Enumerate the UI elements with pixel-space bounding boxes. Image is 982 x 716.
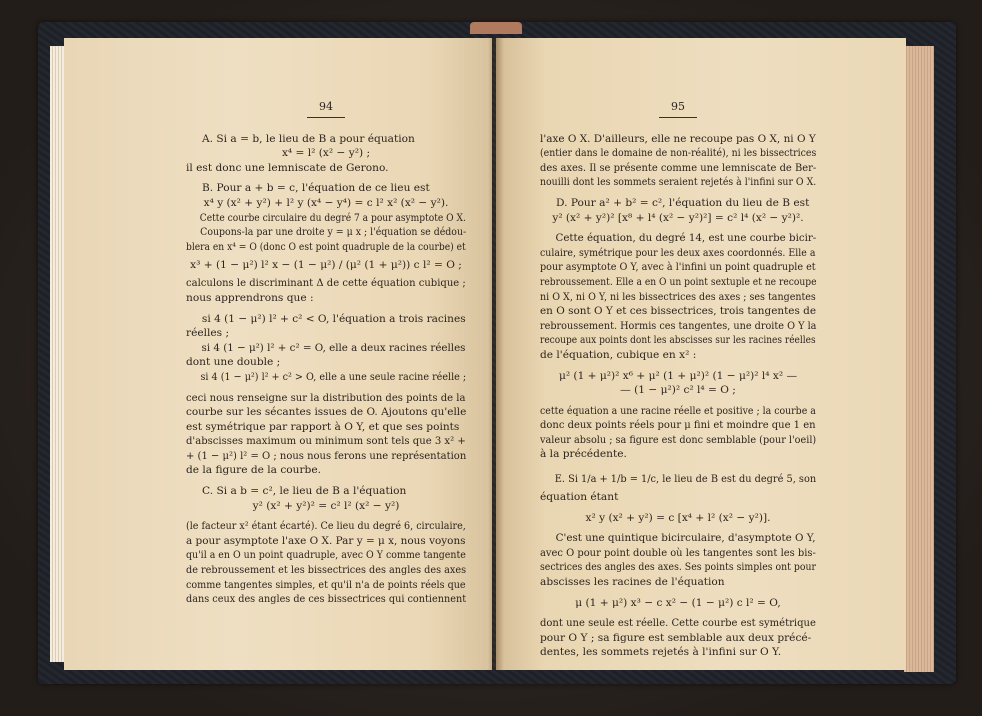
right-page-line: D. Pour a² + b² = c², l'équation du lieu de B est <box>556 196 810 209</box>
left-page-text <box>186 100 466 607</box>
left-page-line: si 4 (1 − μ²) l² + c² > O, elle a une seule racine réelle ; <box>200 370 467 383</box>
left-page-line: calculons le discriminant Δ de cette équation cubique ; <box>186 277 466 290</box>
left-page-line: Coupons-la par une droite y = μ x ; l'équation se dédou- <box>200 226 467 239</box>
right-page-line: de l'équation, cubique en x² : <box>540 348 697 361</box>
right-page-line: μ² (1 + μ²)² x⁶ + μ² (1 + μ²)² (1 − μ²)² l⁴ x² — <box>558 369 798 382</box>
right-page-line: Cette équation, du degré 14, est une courbe bicir- <box>555 232 817 245</box>
left-page-line: C. Si a b = c², le lieu de B a l'équation <box>202 485 407 498</box>
right-page-line: nouilli dont les sommets seraient rejetés à l'infini sur O X. <box>540 176 817 189</box>
right-page-line: abscisses les racines de l'équation <box>540 576 725 589</box>
right-page-line: ni O X, ni O Y, ni les bissectrices des axes ; ses tangentes <box>540 290 816 303</box>
left-page-line: B. Pour a + b = c, l'équation de ce lieu est <box>202 182 430 195</box>
right-page-line: pour asymptote O Y, avec à l'infini un point quadruple et <box>540 261 816 274</box>
right-page-line: μ (1 + μ²) x³ − c x² − (1 − μ²) c l² = O, <box>575 596 781 609</box>
right-page-line: rebroussement. Elle a en O un point sextuple et ne recoupe <box>540 275 817 288</box>
right-page-line: (entier dans le domaine de non-réalité), ni les bissectrices <box>540 147 817 160</box>
right-page-line: à la précédente. <box>540 448 627 461</box>
right-page-line: en O sont O Y et ces bissectrices, trois tangentes de <box>540 305 817 318</box>
right-page-edges <box>904 46 934 672</box>
left-page-line: d'abscisses maximum ou minimum sont tels que 3 x² + <box>186 435 466 448</box>
right-page-line: pour O Y ; sa figure est semblable aux deux précé- <box>540 631 812 644</box>
left-page-line: si 4 (1 − μ²) l² + c² = O, elle a deux racines réelles <box>201 341 466 354</box>
left-page-line: dont une double ; <box>186 356 281 369</box>
right-page-line: sectrices des angles des axes. Ses points simples ont pour <box>540 561 817 574</box>
right-page-text <box>540 100 816 660</box>
right-page-line: y² (x² + y²)² [x⁸ + l⁴ (x² − y²)²] = c² l⁴ (x² − y²)². <box>552 211 804 224</box>
right-page-line: dont une seule est réelle. Cette courbe est symétrique <box>540 617 816 630</box>
right-page-line: dentes, les sommets rejetés à l'infini sur O Y. <box>540 646 782 659</box>
right-page-line: recoupe aux points dont les abscisses sur les racines réelles <box>540 334 816 347</box>
right-page-line: C'est une quintique bicirculaire, d'asymptote O Y, <box>555 532 816 545</box>
left-page-line: comme tangentes simples, et qu'il n'a de points réels que <box>186 578 466 591</box>
left-page-line: A. Si a = b, le lieu de B a pour équation <box>202 132 415 145</box>
right-page-body <box>540 132 816 660</box>
left-page-line: qu'il a en O un point quadruple, avec O Y comme tangente <box>186 549 466 562</box>
right-page-line: cette équation a une racine réelle et positive ; la courbe a <box>540 404 816 417</box>
left-page-line: si 4 (1 − μ²) l² + c² < O, l'équation a trois racines <box>201 312 466 325</box>
book-spine <box>470 22 522 34</box>
left-page-line: blera en x⁴ = O (donc O est point quadruple de la courbe) et <box>186 240 466 253</box>
right-page-line: des axes. Il se présente comme une lemniscate de Ber- <box>540 161 817 174</box>
left-page-line: Cette courbe circulaire du degré 7 a pour asymptote O X. <box>199 211 466 224</box>
right-page-line: avec O pour point double où les tangentes sont les bis- <box>540 546 816 559</box>
left-page-line: x³ + (1 − μ²) l² x − (1 − μ²) / (μ² (1 + μ²)) c l² = O ; <box>190 259 462 272</box>
left-page-number: 94 <box>186 100 466 118</box>
left-page-line: x⁴ y (x² + y²) + l² y (x⁴ − y⁴) = c l² x² (x² − y²). <box>203 196 449 209</box>
right-page-line: donc deux points réels pour μ fini et moindre que 1 en <box>540 419 816 432</box>
left-page-line: nous apprendrons que : <box>186 291 314 304</box>
left-page-line: de rebroussement et les bissectrices des angles des axes <box>186 564 467 577</box>
left-page-line: il est donc une lemniscate de Gerono. <box>186 161 389 174</box>
left-page-line: ceci nous renseigne sur la distribution des points de la <box>186 391 466 404</box>
right-page-line: l'axe O X. D'ailleurs, elle ne recoupe pas O X, ni O Y <box>540 132 816 145</box>
left-page-line: de la figure de la courbe. <box>186 464 321 477</box>
right-page-line: valeur absolu ; sa figure est donc semblable (pour l'oeil) <box>540 433 817 446</box>
right-page-line: x² y (x² + y²) = c [x⁴ + l² (x² − y²)]. <box>585 511 771 524</box>
left-page-line: + (1 − μ²) l² = O ; nous nous ferons une représentation <box>186 449 467 462</box>
left-page-line: dans ceux des angles de ces bissectrices qui contiennent <box>186 593 467 606</box>
right-page-line: équation étant <box>540 491 619 504</box>
left-page-line: courbe sur les sécantes issues de O. Ajoutons qu'elle <box>186 406 467 419</box>
right-page-line: culaire, symétrique pour les deux axes coordonnés. Elle a <box>540 246 816 259</box>
left-page-body <box>186 132 466 607</box>
right-page-line: E. Si 1/a + 1/b = 1/c, le lieu de B est du degré 5, son <box>554 473 817 486</box>
left-page-line: x⁴ = l² (x² − y²) ; <box>281 147 371 160</box>
right-page-line: rebroussement. Hormis ces tangentes, une droite O Y la <box>540 319 817 332</box>
left-page-line: réelles ; <box>186 327 230 340</box>
left-page-line: y² (x² + y²)² = c² l² (x² − y²) <box>252 499 400 512</box>
right-page-line: — (1 − μ²)² c² l⁴ = O ; <box>620 384 736 397</box>
left-page-line: est symétrique par rapport à O Y, et que ses points <box>186 420 460 433</box>
left-page-line: a pour asymptote l'axe O X. Par y = μ x, nous voyons <box>186 534 466 547</box>
left-page-line: (le facteur x² étant écarté). Ce lieu du degré 6, circulaire, <box>186 520 466 533</box>
book-gutter <box>488 38 504 670</box>
right-page-number: 95 <box>540 100 816 118</box>
